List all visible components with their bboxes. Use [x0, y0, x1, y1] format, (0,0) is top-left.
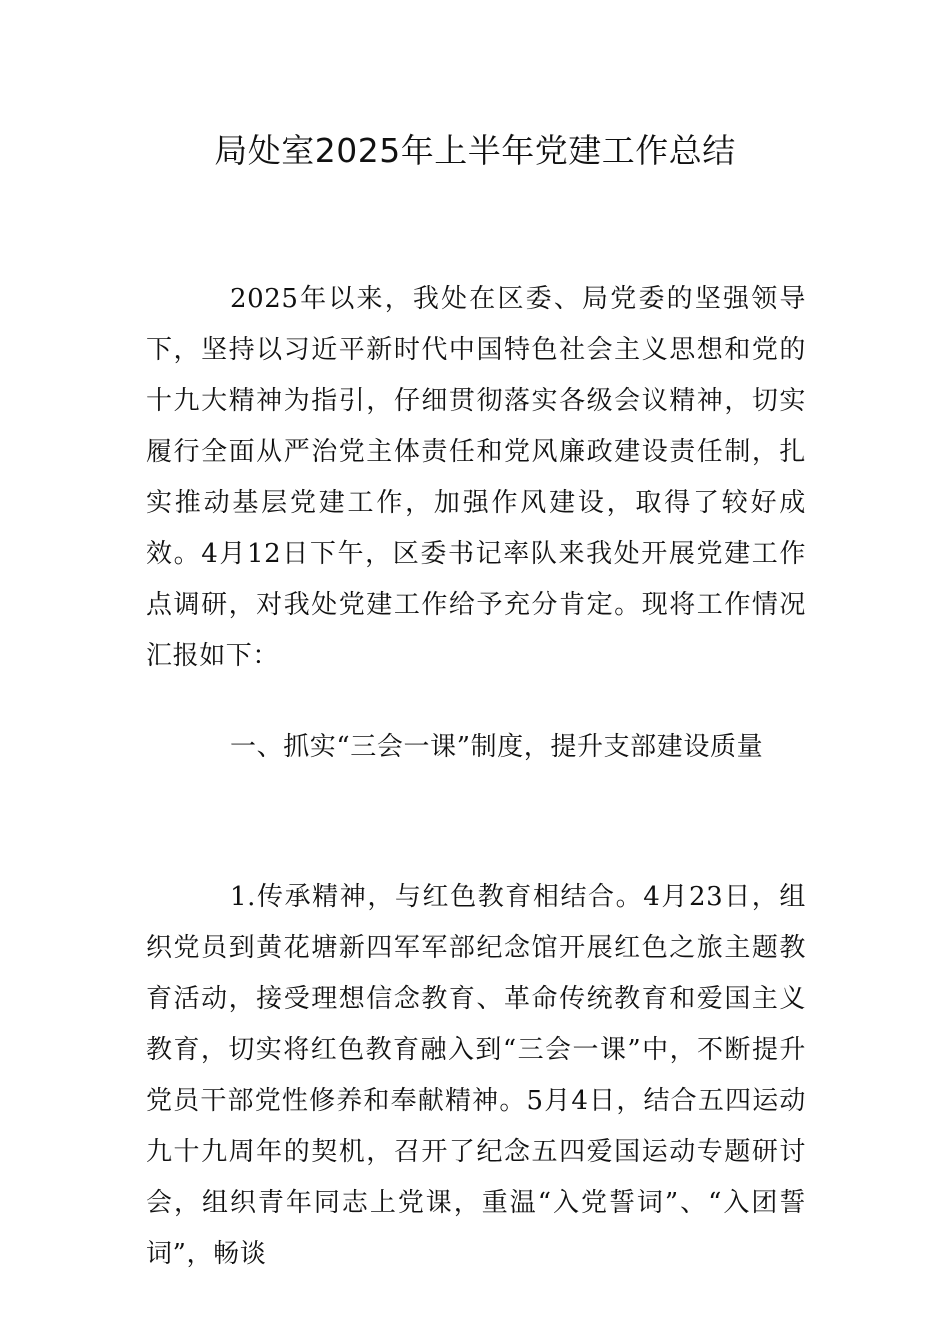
intro-paragraph: 2025年以来，我处在区委、局党委的坚强领导下，坚持以习近平新时代中国特色社会主义思想和党的十九大精神为指引，仔细贯彻落实各级会议精神，切实履行全面从严治党主体责任和党风廉政建设责任制，扎实推动基层党建工作，加强作风建设，取得了较好成效。4月12日下午，区委书记率队来我处开展党建工作点调研，对我处党建工作给予充分肯定。现将工作情况汇报如下： — [146, 284, 806, 671]
document-title: 局处室2025年上半年党建工作总结 — [214, 131, 736, 170]
section-1-paragraph-1: 1.传承精神，与红色教育相结合。4月23日，组织党员到黄花塘新四军军部纪念馆开展红色之旅主题教育活动，接受理想信念教育、革命传统教育和爱国主义教育，切实将红色教育融入到“三会一课”中，不断提升党员干部党性修养和奉献精神。5月4日，结合五四运动九十九周年的契机，召开了纪念五四爱国运动专题研讨会，组织青年同志上党课，重温“入党誓词”、“入团誓词”，畅谈 — [146, 882, 806, 1269]
section-heading-1: 一、抓实“三会一课”制度，提升支部建设质量 — [230, 732, 764, 762]
